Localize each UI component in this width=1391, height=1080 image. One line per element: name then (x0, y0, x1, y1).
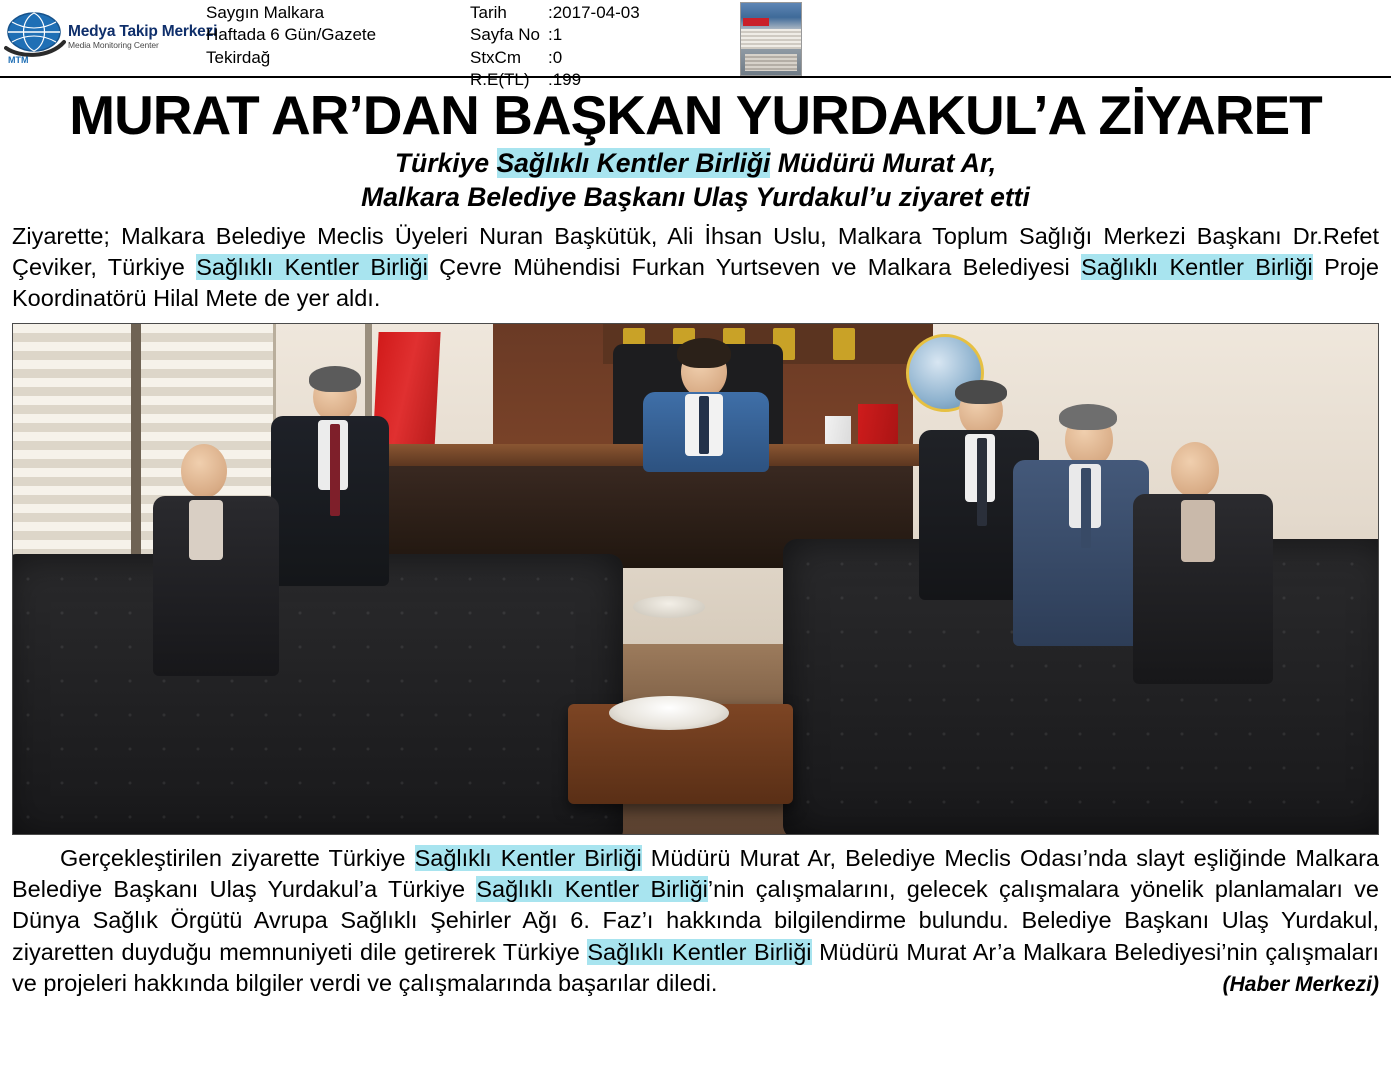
meta-row-retl (470, 69, 640, 91)
source-city: Tekirdağ (206, 47, 271, 67)
lede-highlight-1: Sağlıklı Kentler Birliği (196, 254, 428, 281)
meeting-photo (12, 323, 1379, 835)
mtm-logo (4, 6, 218, 68)
meta-key: R.E(TL) (470, 70, 530, 90)
lede-text-3: Proje Koordinatörü Hilal Mete de yer aldı. (12, 254, 1379, 312)
lede-highlight-2: Sağlıklı Kentler Birliği (1081, 254, 1313, 281)
clipping-header (0, 0, 1391, 90)
body-text-2: Müdürü Murat Ar, Belediye Meclis Odası’nda slayt eşliğinde Malkara Belediye Başkanı Ulaş Yurdakul’a Türkiye (12, 844, 1379, 902)
lede-text-1: Ziyarette; Malkara Belediye Meclis Üyeleri Nuran Başkütük, Ali İhsan Uslu, Malkara Toplum Sağlığı Merkezi Başkanı Dr.Refet Çeviker, Türkiye (12, 222, 1379, 281)
body-text-4: Müdürü Murat Ar’a Malkara Belediyesi’nin çalışmaları ve projeleri hakkında bilgiler verdi ve çalışmalarında başarılar diledi. (12, 938, 1379, 996)
source-info (206, 2, 376, 69)
source-publication: Saygın Malkara (206, 3, 325, 22)
headline: MURAT AR’DAN BAŞKAN YURDAKUL’A ZİYARET (69, 84, 1322, 146)
meta-row-page (470, 24, 640, 46)
subhead-highlight: Sağlıklı Kentler Birliği (496, 148, 771, 178)
subhead-line2: Malkara Belediye Başkanı Ulaş Yurdakul’u ziyaret etti (361, 181, 1030, 212)
subhead-part-a: Türkiye (394, 148, 497, 178)
source-frequency: Haftada 6 Gün/Gazete (206, 25, 377, 45)
body-text-3: ’nin çalışmalarını, gelecek çalışmalara yönelik planlamaları ve Dünya Sağlık Örgütü Avrupa Sağlıklı Şehirler Ağı 6. Faz’ı hakkında bilgilendirme bulundu. Belediye Başkanı Ulaş Yurdakul, ziyaretten duyduğu memnuniyeti dile getirerek Türkiye (12, 875, 1379, 965)
clipping-meta (470, 2, 640, 92)
meta-key: Sayfa No (470, 25, 540, 45)
article (0, 84, 1391, 997)
meta-row-date (470, 2, 640, 24)
body-text-1: Gerçekleştirilen ziyarette Türkiye (60, 844, 415, 871)
meta-value: :0 (548, 47, 563, 67)
subhead-part-b: Müdürü Murat Ar, (770, 148, 997, 178)
lede-paragraph (12, 221, 1379, 315)
lede-text-2: Çevre Mühendisi Furkan Yurtseven ve Malkara Belediyesi (427, 254, 1082, 281)
body-highlight-3: Sağlıklı Kentler Birliği (587, 938, 812, 965)
svg-text:MTM: MTM (8, 55, 29, 65)
newspaper-page-thumbnail (740, 2, 802, 76)
body-highlight-1: Sağlıklı Kentler Birliği (414, 844, 642, 871)
meta-key: StxCm (470, 47, 521, 67)
meta-key: Tarih (470, 3, 507, 22)
meta-value: :2017-04-03 (548, 3, 640, 22)
logo-title: Medya Takip Merkezi (68, 23, 218, 41)
article-credit: (Haber Merkezi) (1222, 973, 1379, 997)
subheadline (12, 147, 1379, 215)
meta-value: :199 (548, 70, 582, 90)
meta-row-stxcm (470, 47, 640, 69)
meta-value: :1 (548, 25, 563, 45)
body-highlight-2: Sağlıklı Kentler Birliği (476, 875, 708, 902)
logo-subtitle: Media Monitoring Center (68, 39, 159, 50)
globe-icon (4, 8, 66, 66)
